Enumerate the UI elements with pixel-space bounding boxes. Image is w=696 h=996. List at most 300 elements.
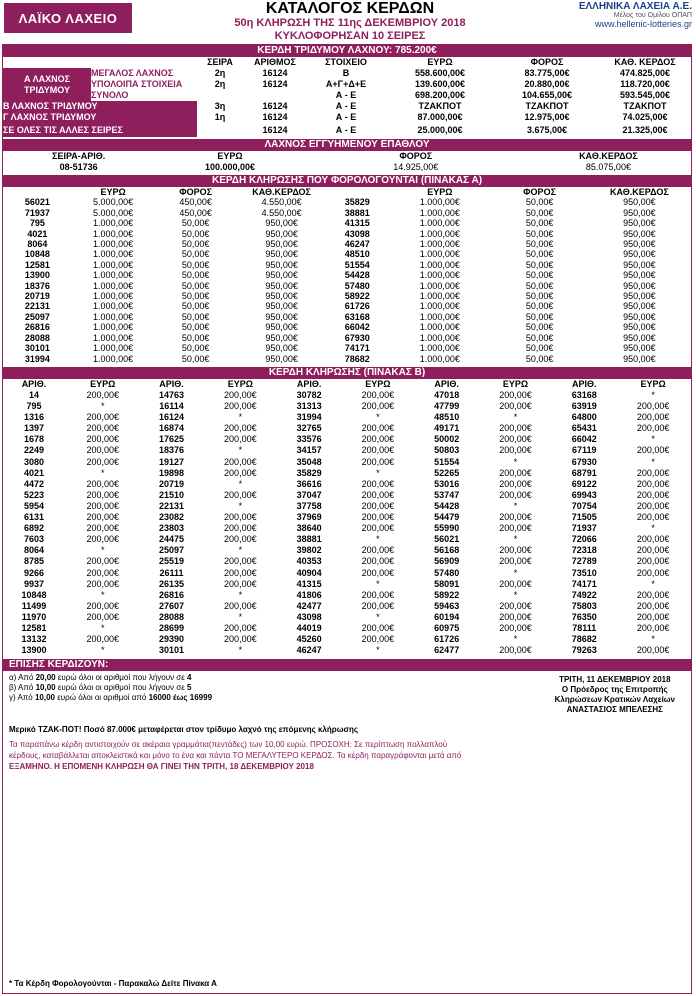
amount-cell: 50,00€: [525, 207, 554, 218]
table-row: [3, 291, 691, 301]
signature-block: [549, 673, 681, 717]
ticket-number: 31994: [24, 353, 50, 364]
ticket-number: 46247: [296, 645, 322, 656]
amount-cell: 1.000,00€: [93, 270, 134, 281]
cell: 16124: [262, 124, 288, 135]
ticket-number: 56021: [24, 197, 50, 208]
also-win-bar: ΕΠΙΣΗΣ ΚΕΡΔΙΖΟΥΝ:: [3, 659, 691, 671]
amount-cell: 950,00€: [623, 301, 656, 312]
amount-cell: 1.000,00€: [93, 311, 134, 322]
sign-line: Ο Πρόεδρος της Επιτροπής: [561, 685, 668, 695]
table-row: [3, 545, 691, 556]
ticket-number: 31994: [296, 412, 322, 423]
amount-cell: 200,00€: [86, 512, 120, 523]
amount-cell: 50,00€: [181, 343, 210, 354]
ticket-number: 44019: [296, 622, 322, 633]
ticket-number: 13900: [24, 270, 50, 281]
table-row: [3, 445, 691, 456]
amount-cell: 200,00€: [86, 500, 120, 511]
ticket-number: 67119: [572, 445, 597, 456]
also-win-list: [3, 671, 218, 705]
ticket-number: 795: [29, 218, 45, 229]
amount-cell: *: [376, 534, 380, 545]
amount-cell: 200,00€: [636, 611, 670, 622]
amount-cell: *: [100, 622, 105, 633]
amount-cell: 200,00€: [361, 434, 395, 445]
cell: 16124: [262, 68, 288, 78]
amount-cell: 200,00€: [361, 634, 395, 645]
amount-cell: 950,00€: [623, 353, 656, 364]
ticket-number: 71937: [24, 207, 50, 218]
amount-cell: 950,00€: [623, 239, 656, 250]
ticket-number: 31313: [296, 401, 322, 412]
amount-cell: 950,00€: [623, 228, 656, 239]
table-row: [3, 281, 691, 291]
ticket-number: 11970: [21, 611, 47, 622]
col-header: ΕΥΡΩ: [427, 187, 453, 197]
amount-cell: 200,00€: [224, 390, 257, 400]
amount-cell: 200,00€: [224, 434, 257, 445]
table-row: [3, 523, 691, 534]
amount-cell: 950,00€: [623, 259, 656, 270]
ticket-number: 70754: [571, 500, 597, 511]
amount-cell: 200,00€: [361, 478, 395, 489]
tridymo-b-row: [3, 101, 691, 112]
amount-cell: 5.000,00€: [93, 207, 134, 218]
table-row: [3, 333, 691, 343]
amount-cell: 950,00€: [265, 249, 298, 260]
table-row: [3, 239, 691, 249]
cell: 2η: [214, 68, 226, 78]
amount-cell: 950,00€: [265, 270, 298, 281]
terms-note: [3, 737, 691, 774]
also-win-amt: 20,00: [35, 673, 56, 683]
asterisk-note: * Τα Κέρδη Φορολογούνται - Παρακαλώ Δείτε Πίνακα Α: [9, 979, 217, 988]
amount-cell: 4.550,00€: [261, 207, 302, 218]
col-header: ΣΤΟΙΧΕΙΟ: [325, 57, 367, 67]
also-win-mid: ευρώ όλοι οι αριθμοί που λήγουν σε: [55, 683, 188, 693]
ticket-number: 40353: [296, 556, 322, 567]
amount-cell: 50,00€: [525, 291, 554, 302]
amount-cell: *: [376, 412, 380, 423]
ticket-number: 20719: [159, 478, 185, 489]
ticket-number: 59463: [434, 600, 460, 611]
amount-cell: 200,00€: [361, 401, 395, 412]
also-win-mid: ευρώ όλοι οι αριθμοί από: [55, 693, 149, 703]
amount-cell: 200,00€: [499, 434, 532, 445]
amount-cell: 1.000,00€: [419, 343, 460, 354]
amount-cell: 950,00€: [265, 239, 298, 250]
ticket-number: 57480: [434, 567, 460, 578]
cell: 12.975,00€: [524, 112, 570, 122]
amount-cell: *: [100, 545, 105, 556]
col-header: ΣΕΙΡΑ-ΑΡΙΘ.: [52, 151, 106, 161]
ticket-number: 38881: [344, 207, 370, 218]
amount-cell: 50,00€: [181, 353, 210, 364]
amount-cell: 1.000,00€: [419, 311, 460, 322]
ticket-number: 26816: [159, 589, 185, 600]
ticket-number: 48510: [434, 412, 460, 423]
cell: 3.675,00€: [526, 124, 568, 135]
table-row: [3, 354, 691, 364]
amount-cell: *: [100, 401, 105, 412]
amount-cell: 200,00€: [361, 445, 395, 456]
amount-cell: *: [513, 634, 518, 645]
amount-cell: 950,00€: [265, 332, 298, 343]
table-row: [3, 579, 691, 590]
amount-cell: 1.000,00€: [93, 322, 134, 333]
ticket-number: 50002: [434, 434, 460, 445]
cell: 87.000,00€: [417, 112, 463, 122]
col-header: ΑΡΙΘ.: [572, 378, 597, 389]
table-row: [3, 512, 691, 523]
table-row: [3, 556, 691, 567]
amount-cell: 200,00€: [636, 600, 670, 611]
table-row: [3, 197, 691, 207]
amount-cell: 1.000,00€: [419, 332, 460, 343]
ticket-number: 38881: [296, 534, 322, 545]
amount-cell: 200,00€: [499, 478, 532, 489]
amount-cell: 50,00€: [525, 322, 554, 333]
amount-cell: 50,00€: [181, 301, 210, 312]
col-header: ΑΡΙΘ.: [434, 378, 459, 389]
amount-cell: 50,00€: [525, 259, 554, 270]
amount-cell: 1.000,00€: [93, 239, 134, 250]
also-win-amt: 10,00: [35, 683, 56, 693]
ticket-number: 23082: [159, 512, 185, 523]
amount-cell: 200,00€: [224, 600, 257, 611]
amount-cell: 50,00€: [525, 197, 554, 208]
ticket-number: 58091: [434, 578, 460, 589]
ticket-number: 13132: [21, 634, 47, 645]
cell: 139.600,00€: [414, 79, 466, 89]
also-win-num: 4: [187, 673, 192, 683]
table-row: [3, 260, 691, 270]
col-header: ΚΑΘ.ΚΕΡΔΟΣ: [579, 151, 638, 161]
ticket-number: 11499: [21, 600, 47, 611]
cell: 558.600,00€: [414, 68, 466, 78]
col-header: ΑΡΙΘ.: [159, 378, 184, 389]
row-sub-label: ΜΕΓΑΛΟΣ ΛΑΧΝΟΣ: [91, 68, 174, 78]
ticket-number: 43098: [296, 611, 322, 622]
amount-cell: 200,00€: [361, 545, 395, 556]
cell: 698.200,00€: [414, 90, 466, 100]
amount-cell: 950,00€: [265, 259, 298, 270]
ticket-number: 25097: [159, 545, 185, 556]
col-header: ΕΥΡΩ: [640, 378, 666, 389]
amount-cell: 950,00€: [265, 301, 298, 312]
also-win-num: 16000 έως 16999: [148, 693, 213, 703]
ticket-number: 23803: [159, 523, 185, 534]
ticket-number: 34157: [296, 445, 322, 456]
amount-cell: *: [513, 412, 518, 423]
col-header: ΕΥΡΩ: [227, 378, 253, 389]
website-link[interactable]: www.hellenic-lotteries.gr: [594, 19, 692, 29]
amount-cell: 200,00€: [636, 645, 670, 656]
brand-name: ΕΛΛΗΝΙΚΑ ΛΑΧΕΙΑ Α.Ε.: [578, 1, 692, 12]
amount-cell: 5.000,00€: [93, 197, 134, 208]
ticket-number: 8785: [23, 556, 44, 567]
ticket-number: 16124: [159, 412, 185, 423]
ticket-number: 25519: [159, 556, 185, 567]
ticket-number: 49171: [434, 423, 460, 434]
amount-cell: 1.000,00€: [419, 207, 460, 218]
cell: 83.775,00€: [524, 68, 570, 78]
amount-cell: 50,00€: [181, 311, 210, 322]
amount-cell: 950,00€: [623, 291, 656, 302]
amount-cell: 4.550,00€: [261, 197, 302, 208]
ticket-number: 12581: [24, 259, 50, 270]
amount-cell: 200,00€: [636, 445, 670, 456]
amount-cell: 200,00€: [224, 634, 257, 645]
pinakas-a-bar: ΚΕΡΔΗ ΚΛΗΡΩΣΗΣ ΠΟΥ ΦΟΡΟΛΟΓΟΥΝΤΑΙ (ΠΙΝΑΚΑΣ Α): [3, 175, 691, 187]
amount-cell: 50,00€: [525, 301, 554, 312]
amount-cell: 200,00€: [361, 556, 395, 567]
ticket-number: 40904: [296, 567, 322, 578]
amount-cell: *: [513, 456, 518, 467]
col-header: ΑΡΙΘ.: [21, 378, 47, 389]
amount-cell: 200,00€: [499, 523, 532, 534]
ticket-number: 72789: [571, 556, 597, 567]
cell: 593.545,00€: [619, 90, 671, 100]
amount-cell: 200,00€: [499, 489, 532, 500]
ticket-number: 26816: [24, 322, 50, 333]
also-win-item: [9, 693, 212, 703]
col-header: ΕΥΡΩ: [217, 151, 243, 161]
also-win-block: [3, 671, 691, 723]
amount-cell: 200,00€: [361, 523, 395, 534]
amount-cell: *: [513, 534, 518, 545]
amount-cell: *: [651, 434, 655, 445]
amount-cell: 200,00€: [499, 622, 532, 633]
sign-line: ΑΝΑΣΤΑΣΙΟΣ ΜΠΕΛΕΣΗΣ: [566, 705, 663, 715]
amount-cell: 1.000,00€: [419, 301, 460, 312]
also-win-pre: γ) Από: [9, 693, 35, 703]
ticket-number: 35829: [344, 197, 370, 208]
amount-cell: 450,00€: [179, 207, 212, 218]
ticket-number: 71937: [571, 523, 597, 534]
cell: Α - Ε: [335, 90, 357, 100]
ticket-number: 10848: [21, 589, 47, 600]
table-row: [3, 434, 691, 445]
amount-cell: 1.000,00€: [419, 259, 460, 270]
table-row: [3, 601, 691, 612]
col-header: ΕΥΡΩ: [427, 57, 453, 67]
all-series-label: ΣΕ ΟΛΕΣ ΤΙΣ ΑΛΛΕΣ ΣΕΙΡΕΣ: [3, 123, 197, 137]
amount-cell: 950,00€: [265, 291, 298, 302]
ticket-number: 47799: [434, 401, 460, 412]
amount-cell: 950,00€: [265, 280, 298, 291]
header: [0, 0, 696, 45]
col-header: ΦΟΡΟΣ: [530, 57, 564, 67]
ticket-number: 35829: [296, 467, 322, 478]
table-row: [3, 457, 691, 468]
col-header: ΣΕΙΡΑ: [207, 57, 233, 67]
amount-cell: 200,00€: [86, 390, 120, 400]
ticket-number: 28699: [159, 622, 185, 633]
ticket-number: 14: [28, 390, 39, 400]
ticket-number: 28088: [159, 611, 185, 622]
amount-cell: 50,00€: [181, 291, 210, 302]
pinakas-a-header-row: [3, 187, 691, 197]
amount-cell: 200,00€: [86, 534, 120, 545]
table-row: [3, 312, 691, 322]
amount-cell: 200,00€: [86, 634, 120, 645]
amount-cell: 950,00€: [623, 322, 656, 333]
ticket-number: 78682: [571, 634, 597, 645]
ticket-number: 50803: [434, 445, 460, 456]
amount-cell: 200,00€: [86, 456, 120, 467]
amount-cell: 50,00€: [525, 280, 554, 291]
amount-cell: 200,00€: [499, 467, 532, 478]
table-row: [3, 423, 691, 434]
ticket-number: 22131: [159, 500, 185, 511]
ticket-number: 63168: [344, 311, 370, 322]
amount-cell: 200,00€: [86, 478, 120, 489]
cell: 474.825,00€: [619, 68, 671, 78]
amount-cell: 50,00€: [525, 218, 554, 229]
amount-cell: *: [238, 412, 243, 423]
tridymo-all-row: [3, 123, 691, 137]
amount-cell: 200,00€: [86, 567, 120, 578]
amount-cell: 950,00€: [623, 332, 656, 343]
amount-cell: 50,00€: [181, 249, 210, 260]
ticket-number: 8064: [27, 239, 48, 250]
title-block: [150, 0, 550, 43]
also-win-amt: 10,00: [34, 693, 56, 703]
amount-cell: 200,00€: [361, 622, 395, 633]
ticket-number: 41806: [296, 589, 322, 600]
ticket-number: 74171: [571, 578, 597, 589]
ticket-number: 1678: [23, 434, 44, 445]
amount-cell: 1.000,00€: [419, 353, 460, 364]
ticket-number: 1397: [23, 423, 44, 434]
col-header: ΦΟΡΟΣ: [179, 187, 213, 197]
ticket-number: 58922: [344, 291, 370, 302]
amount-cell: 1.000,00€: [93, 249, 134, 260]
ticket-number: 1316: [23, 412, 44, 423]
amount-cell: 200,00€: [636, 423, 670, 434]
amount-cell: 200,00€: [361, 567, 395, 578]
amount-cell: *: [100, 589, 105, 600]
ticket-number: 51554: [344, 259, 370, 270]
ticket-number: 17625: [159, 434, 185, 445]
cell: 100.000,00€: [205, 162, 256, 172]
ticket-number: 75803: [571, 600, 597, 611]
amount-cell: 200,00€: [361, 589, 395, 600]
ticket-number: 37047: [296, 489, 322, 500]
epathlou-table: [3, 151, 691, 173]
amount-cell: 200,00€: [86, 434, 120, 445]
amount-cell: 1.000,00€: [419, 239, 460, 250]
also-win-item: [9, 673, 212, 683]
amount-cell: *: [651, 456, 655, 467]
cell: 21.325,00€: [622, 124, 668, 135]
ticket-number: 57480: [344, 280, 370, 291]
amount-cell: 200,00€: [361, 489, 395, 500]
ticket-number: 38640: [296, 523, 322, 534]
amount-cell: 200,00€: [224, 523, 257, 534]
amount-cell: 200,00€: [86, 523, 120, 534]
amount-cell: 200,00€: [499, 423, 532, 434]
ticket-number: 67930: [571, 456, 597, 467]
amount-cell: 200,00€: [361, 390, 395, 400]
amount-cell: *: [376, 578, 380, 589]
ticket-number: 68791: [571, 467, 597, 478]
amount-cell: 950,00€: [265, 353, 298, 364]
amount-cell: 200,00€: [224, 489, 257, 500]
amount-cell: 1.000,00€: [419, 280, 460, 291]
ticket-number: 6131: [23, 512, 44, 523]
cell: Α - Ε: [335, 124, 357, 135]
amount-cell: *: [513, 567, 518, 578]
amount-cell: 50,00€: [181, 259, 210, 270]
ticket-number: 16114: [159, 401, 184, 412]
ticket-number: 78111: [572, 622, 597, 633]
amount-cell: 1.000,00€: [419, 197, 460, 208]
amount-cell: *: [238, 645, 243, 656]
amount-cell: 50,00€: [525, 353, 554, 364]
amount-cell: 50,00€: [525, 332, 554, 343]
amount-cell: 200,00€: [86, 412, 120, 423]
ticket-number: 24475: [159, 534, 185, 545]
amount-cell: 200,00€: [636, 556, 670, 567]
cell: 1η: [214, 112, 226, 122]
ticket-number: 56021: [434, 534, 460, 545]
amount-cell: 50,00€: [525, 239, 554, 250]
cell: 2η: [214, 79, 226, 89]
amount-cell: *: [376, 467, 380, 478]
table-row: [3, 343, 691, 353]
col-header: ΦΟΡΟΣ: [399, 151, 433, 161]
ticket-number: 26111: [159, 567, 184, 578]
ticket-number: 53016: [434, 478, 460, 489]
ticket-number: 72318: [571, 545, 597, 556]
amount-cell: 1.000,00€: [93, 259, 134, 270]
amount-cell: 1.000,00€: [93, 332, 134, 343]
amount-cell: 1.000,00€: [419, 218, 460, 229]
sign-line: ΤΡΙΤΗ, 11 ΔΕΚΕΜΒΡΙΟΥ 2018: [559, 675, 671, 685]
tridymo-bar: ΚΕΡΔΗ ΤΡΙΔΥΜΟΥ ΛΑΧΝΟΥ: 785.200€: [3, 45, 691, 57]
ticket-number: 36616: [296, 478, 322, 489]
ticket-number: 60975: [434, 622, 460, 633]
amount-cell: 50,00€: [181, 280, 210, 291]
col-header: ΕΥΡΩ: [502, 378, 529, 389]
ticket-number: 28088: [24, 332, 50, 343]
col-header: ΦΟΡΟΣ: [523, 187, 556, 197]
epathlou-bar: ΛΑΧΝΟΣ ΕΓΓΥΗΜΕΝΟΥ ΕΠΑΘΛΟΥ: [3, 139, 691, 151]
jackpot-note: Μερικό ΤΖΑΚ-ΠΟΤ! Ποσό 87.000€ μεταφέρεται στον τρίδυμο λαχνό της επόμενης κλήρωσης: [9, 725, 358, 735]
amount-cell: 450,00€: [179, 197, 212, 208]
amount-cell: *: [376, 645, 380, 656]
ticket-number: 60194: [434, 611, 460, 622]
amount-cell: 200,00€: [499, 611, 532, 622]
amount-cell: 50,00€: [525, 249, 554, 260]
amount-cell: 950,00€: [623, 280, 656, 291]
amount-cell: *: [100, 467, 105, 478]
ticket-number: 42477: [296, 600, 322, 611]
ticket-number: 63919: [571, 401, 597, 412]
row-sub-label: ΥΠΟΛΟΙΠΑ ΣΤΟΙΧΕΙΑ: [91, 79, 183, 89]
ticket-number: 8064: [23, 545, 44, 556]
amount-cell: 200,00€: [499, 556, 532, 567]
ticket-number: 78682: [344, 353, 370, 364]
table-row: [3, 249, 691, 259]
amount-cell: 200,00€: [636, 534, 670, 545]
ticket-number: 79263: [571, 645, 597, 656]
ticket-number: 37758: [296, 500, 322, 511]
cell: 16124: [262, 112, 288, 122]
